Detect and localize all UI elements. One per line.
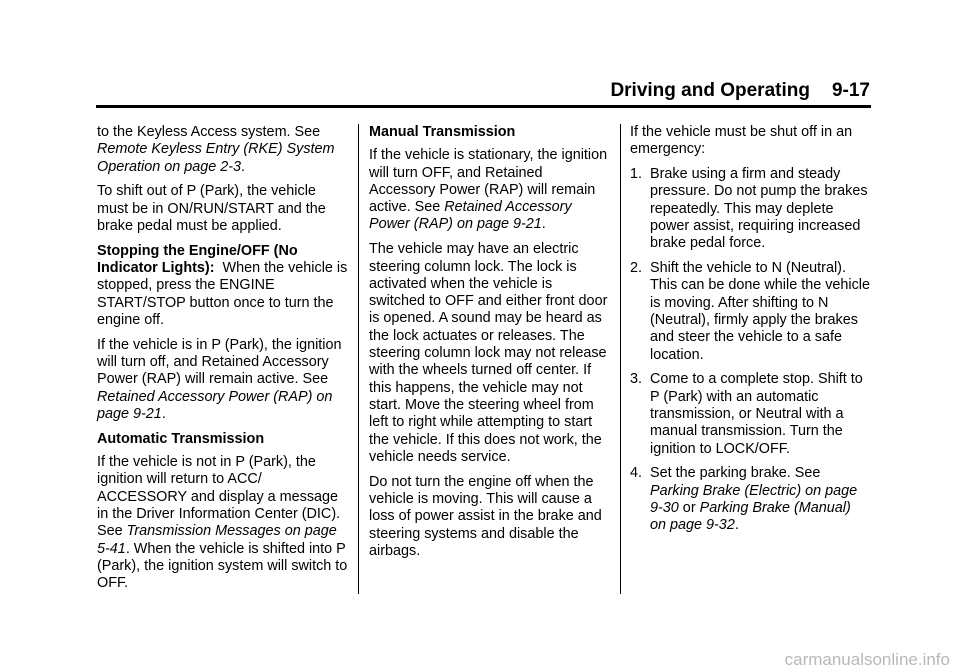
paragraph-text: When the vehicle is stopped, press the ENGINE START/STOP button once to turn the engine off.	[97, 260, 352, 328]
paragraph-text: If the vehicle is in P (Park), the ignition will turn off, and Retained Accessory Power (RAP) will remain active. See	[97, 336, 342, 388]
watermark: carmanualsonline.info	[784, 650, 950, 669]
cross-reference-link[interactable]: Retained Accessory Power (RAP) on page 9-21	[97, 388, 333, 422]
paragraph	[97, 242, 352, 329]
step-number: 1.	[630, 166, 643, 183]
column-1	[97, 124, 352, 600]
page-header	[0, 80, 870, 102]
section-heading: Manual Transmission	[369, 124, 516, 140]
paragraph-text: If the vehicle is stationary, the ignition will turn OFF, and Retained Accessory Power (RAP) will remain active. See	[369, 147, 608, 216]
paragraph-text: .	[161, 405, 166, 422]
cross-reference-link[interactable]: Parking Brake (Manual) on page 9-32	[650, 499, 851, 534]
paragraph: To shift out of P (Park), the vehicle must be in ON/RUN/START and the brake pedal must be applied.	[97, 183, 326, 234]
cross-reference-link[interactable]: Transmission Messages on page 5-41	[97, 523, 337, 557]
section-title: Driving and Operating	[610, 80, 810, 101]
page-number: 9-17	[831, 80, 870, 101]
paragraph: Do not turn the engine off when the vehicle is moving. This will cause a loss of power assist in the brake and steering systems and disable the airbags.	[369, 473, 602, 559]
paragraph-text: to the Keyless Access system. See	[97, 124, 321, 140]
paragraph-text: . When the vehicle is shifted into P (Park), the ignition system will switch to OFF.	[97, 540, 348, 592]
cross-reference-link[interactable]: Retained Accessory Power (RAP) on page 9-21	[369, 199, 572, 233]
list-item	[630, 260, 870, 364]
paragraph	[97, 454, 349, 592]
paragraph: The vehicle may have an electric steering column lock. The lock is activated when the vehicle is switched to OFF and either front door is opened. A sound may be heard as the lock actuates or releases. The steering column lock may not release with the wheels turned off center. If this happens, the vehicle may not start. Move the steering wheel from left to right while attempting to start the vehicle. If this does not work, the vehicle needs service.	[369, 241, 608, 465]
paragraph	[97, 124, 349, 176]
step-text: Set the parking brake. See	[650, 465, 821, 482]
step-text: Come to a complete stop. Shift to P (Park) with an automatic transmission, or Neutral with a manual transmission. Turn the ignition to LOCK/OFF.	[650, 371, 863, 457]
step-number: 2.	[630, 260, 643, 277]
column-divider	[620, 124, 621, 594]
paragraph-text: If the vehicle is not in P (Park), the ignition will return to ACC/ ACCESSORY and display a message in the Driver Information Center (DIC). See	[97, 454, 341, 540]
list-item	[630, 371, 870, 457]
step-text: .	[734, 517, 739, 534]
section-heading: Automatic Transmission	[97, 430, 265, 447]
list-item	[630, 465, 870, 534]
column-divider	[358, 124, 359, 594]
step-number: 3.	[630, 371, 643, 388]
header-rule	[96, 105, 871, 108]
list-item	[630, 166, 870, 252]
cross-reference-link[interactable]: Remote Keyless Entry (RKE) System Operation on page 2-3	[97, 141, 335, 175]
column-3	[630, 124, 870, 542]
column-2	[369, 124, 609, 568]
paragraph	[369, 147, 609, 233]
cross-reference-link[interactable]: Parking Brake (Electric) on page 9-30	[650, 482, 858, 516]
step-text: or	[678, 499, 700, 516]
paragraph-text: .	[541, 216, 546, 233]
emergency-steps-list	[630, 166, 870, 534]
paragraph: If the vehicle must be shut off in an emergency:	[630, 124, 853, 158]
paragraph-text: .	[241, 158, 246, 175]
paragraph	[97, 337, 349, 423]
step-text: Brake using a firm and steady pressure. Do not pump the brakes repeatedly. This may deplete power assist, requiring increased brake pedal force.	[650, 166, 868, 252]
run-in-heading: Stopping the Engine/OFF (No Indicator Lights):	[97, 242, 298, 277]
step-text: Shift the vehicle to N (Neutral). This can be done while the vehicle is moving. After shifting to N (Neutral), firmly apply the brakes and steer the vehicle to a safe location.	[650, 260, 870, 363]
step-number: 4.	[630, 465, 643, 482]
